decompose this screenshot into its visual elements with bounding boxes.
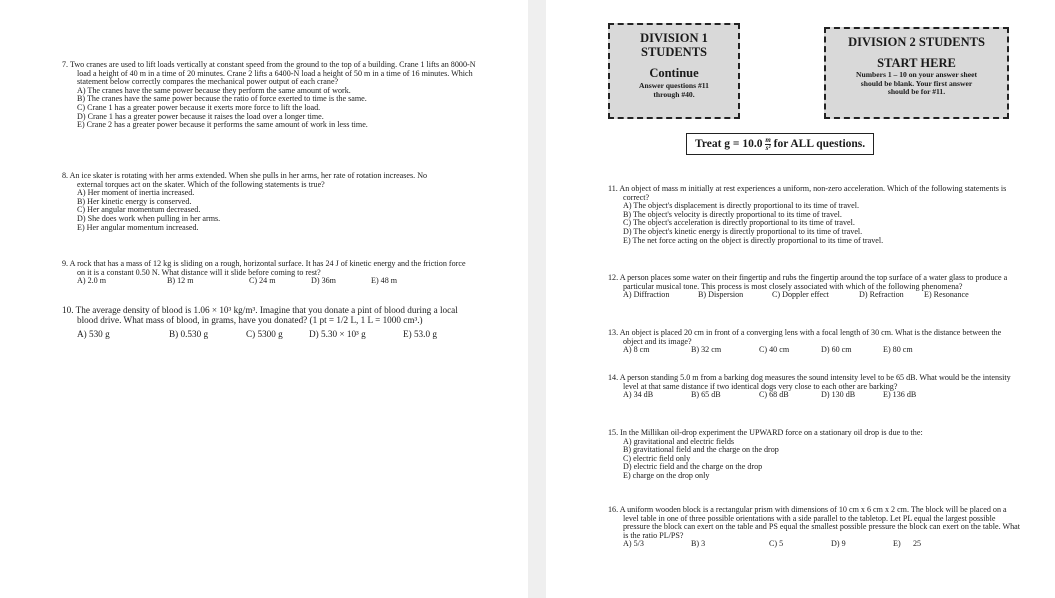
division-1-action: Continue bbox=[649, 66, 699, 80]
answer-option: A) Diffraction bbox=[623, 290, 670, 300]
answer-option: E) Resonance bbox=[924, 290, 969, 300]
answer-option: A) gravitational and electric fields bbox=[623, 436, 735, 446]
answer-option: D) 5.30 × 10³ g bbox=[309, 329, 366, 340]
answer-option: E) 136 dB bbox=[883, 390, 917, 400]
answer-option: B) 32 cm bbox=[691, 345, 722, 355]
division-2-note: should be for #11. bbox=[887, 87, 946, 97]
gravity-note-suffix: for ALL questions. bbox=[773, 138, 866, 150]
answer-option: E) 48 m bbox=[371, 276, 398, 286]
answer-option: C) Crane 1 has a greater power because it exerts more force to lift the load. bbox=[77, 102, 321, 112]
question-9 bbox=[62, 260, 472, 286]
question-13 bbox=[608, 329, 1020, 355]
answer-option: A) The object's displacement is directly proportional to its time of travel. bbox=[623, 201, 859, 211]
question-stem: 12. A person places some water on their fingertip and rubs the fingertip around the top surface of a water glass to produce a particular musical tone. This process is most closely associated with which of the following phenomena? bbox=[608, 273, 1008, 291]
answer-option: D) She does work when pulling in her arms. bbox=[77, 213, 221, 223]
answer-option: E) Her angular momentum increased. bbox=[77, 222, 199, 232]
answer-option: D) electric field and the charge on the drop bbox=[623, 462, 763, 472]
answer-option: D) 36m bbox=[311, 276, 336, 286]
gravity-unit-fraction bbox=[765, 137, 770, 152]
answer-options-row bbox=[608, 540, 1020, 549]
question-8 bbox=[62, 172, 452, 232]
answer-options-row bbox=[608, 291, 1020, 300]
question-14 bbox=[608, 374, 1020, 400]
question-7 bbox=[62, 61, 482, 130]
division-2-note: Numbers 1 – 10 on your answer sheet bbox=[855, 70, 977, 79]
answer-option: E) bbox=[893, 539, 901, 549]
question-stem: 13. An object is placed 20 cm in front of a converging lens with a focal length of 30 cm. What is the distance between the object and its image? bbox=[608, 328, 1002, 346]
answer-option: B) The object's velocity is directly proportional to its time of travel. bbox=[623, 209, 842, 219]
question-12 bbox=[608, 274, 1020, 300]
answer-option: C) 5 bbox=[769, 539, 784, 549]
question-stem: 8. An ice skater is rotating with her arms extended. When she pulls in her arms, her rate of rotation increases. No external torques act on the skater. Which of the following statements is true? bbox=[62, 171, 428, 189]
question-stem: 7. Two cranes are used to lift loads vertically at constant speed from the ground to the top of a building. Crane 1 lifts an 8000-N load a height of 40 m in a time of 20 minutes. Crane 2 lifts a 6400-N load a height of 50 m in a time of 16 minutes. Which statement below correctly compares the mechanical power output of each crane? bbox=[62, 60, 476, 87]
answer-option: A) 530 g bbox=[77, 329, 110, 340]
answer-option: A) 2.0 m bbox=[77, 276, 106, 286]
division-1-note: through #40. bbox=[653, 89, 695, 99]
answer-option: E) 80 cm bbox=[883, 345, 913, 355]
question-stem: 9. A rock that has a mass of 12 kg is sliding on a rough, horizontal surface. It has 24 J of kinetic energy and the friction force on it is a constant 0.50 N. What distance will it slide before coming to rest? bbox=[62, 259, 466, 277]
answer-option: B) Her kinetic energy is conserved. bbox=[77, 196, 192, 206]
answer-option: B) 0.530 g bbox=[169, 329, 209, 340]
answer-option: B) 3 bbox=[691, 539, 706, 549]
answer-option: B) 12 m bbox=[167, 276, 194, 286]
division-2-title: DIVISION 2 STUDENTS bbox=[848, 35, 985, 49]
answer-option-value: 25 bbox=[913, 539, 922, 549]
question-stem: 10. The average density of blood is 1.06 × 10³ kg/m³. Imagine that you donate a pint of blood during a local blood drive. What mass of blood, in grams, have you donated? (1 pt = 1/2 L, 1 L = 1000 cm³.) bbox=[62, 305, 458, 325]
division-2-action: START HERE bbox=[877, 56, 956, 70]
answer-option: B) The cranes have the same power because the ratio of force exerted to time is the same. bbox=[77, 94, 367, 104]
answer-option: A) 34 dB bbox=[623, 390, 654, 400]
answer-option: E) charge on the drop only bbox=[623, 470, 710, 480]
answer-options-row bbox=[62, 330, 472, 340]
question-stem: 15. In the Millikan oil-drop experiment the UPWARD force on a stationary oil drop is due to the: bbox=[608, 428, 923, 437]
gravity-unit-numerator: m bbox=[765, 135, 771, 144]
answer-option: E) The net force acting on the object is directly proportional to its time of travel. bbox=[623, 235, 884, 245]
question-stem: 14. A person standing 5.0 m from a barking dog measures the sound intensity level to be 65 dB. What would be the intensity level at that same distance if two identical dogs very close to each other are barking? bbox=[608, 373, 1011, 391]
division-1-box bbox=[608, 23, 740, 119]
answer-option: C) 40 cm bbox=[759, 345, 790, 355]
gravity-note-prefix: Treat g = 10.0 bbox=[695, 138, 763, 150]
answer-options-row bbox=[608, 346, 1020, 355]
division-2-note: should be blank. Your first answer bbox=[860, 78, 973, 88]
division-1-title: DIVISION 1 bbox=[640, 31, 708, 45]
division-1-note: Answer questions #11 bbox=[639, 81, 709, 90]
answer-options-row bbox=[62, 277, 472, 286]
answer-option: E) Crane 2 has a greater power because it performs the same amount of work in less time. bbox=[77, 120, 368, 130]
answer-option: D) Crane 1 has a greater power because it raises the load over a longer time. bbox=[77, 111, 324, 121]
answer-option: D) Refraction bbox=[859, 290, 904, 300]
answer-option: D) 130 dB bbox=[821, 390, 856, 400]
question-11 bbox=[608, 185, 1020, 245]
answer-option: D) 9 bbox=[831, 539, 846, 549]
answer-option: C) 68 dB bbox=[759, 390, 789, 400]
question-stem: 11. An object of mass m initially at rest experiences a uniform, non-zero acceleration. Which of the following statements is correct? bbox=[608, 184, 1007, 202]
answer-option: E) 53.0 g bbox=[403, 329, 437, 340]
answer-option: C) 5300 g bbox=[246, 329, 283, 340]
answer-option: B) gravitational field and the charge on the drop bbox=[623, 445, 779, 455]
answer-option: C) Her angular momentum decreased. bbox=[77, 205, 201, 215]
answer-option: C) 24 m bbox=[249, 276, 276, 286]
answer-option: B) Dispersion bbox=[698, 290, 744, 300]
answer-option: C) Doppler effect bbox=[772, 290, 829, 300]
answer-option: B) 65 dB bbox=[691, 390, 721, 400]
question-10 bbox=[62, 306, 472, 340]
answer-option: D) The object's kinetic energy is directly proportional to its time of travel. bbox=[623, 226, 863, 236]
question-15 bbox=[608, 429, 1020, 481]
answer-option: A) 5/3 bbox=[623, 539, 644, 549]
answer-option: A) Her moment of inertia increased. bbox=[77, 188, 195, 198]
page-gutter bbox=[528, 0, 546, 598]
question-16 bbox=[608, 506, 1020, 549]
right-page bbox=[546, 0, 1055, 598]
division-1-title: STUDENTS bbox=[641, 45, 707, 59]
answer-option: A) The cranes have the same power because they perform the same amount of work. bbox=[77, 85, 351, 95]
answer-options-row bbox=[608, 391, 1020, 400]
question-stem: 16. A uniform wooden block is a rectangular prism with dimensions of 10 cm x 6 cm x 2 cm. The block will be placed on a level table in one of three possible orientations with a side parallel to the tabletop. Let PL equal the largest possible pressure the block can exert on the table and PS equal the smallest possible pressure the block can exert on the table. What is the ratio PL/PS? bbox=[608, 505, 1020, 540]
answer-option: A) 8 cm bbox=[623, 345, 650, 355]
answer-option: C) The object's acceleration is directly proportional to its time of travel. bbox=[623, 218, 855, 228]
answer-option: C) electric field only bbox=[623, 453, 691, 463]
answer-option: D) 60 cm bbox=[821, 345, 852, 355]
division-2-box bbox=[824, 27, 1009, 119]
gravity-note bbox=[686, 133, 874, 155]
gravity-unit-denominator: s² bbox=[765, 143, 771, 152]
